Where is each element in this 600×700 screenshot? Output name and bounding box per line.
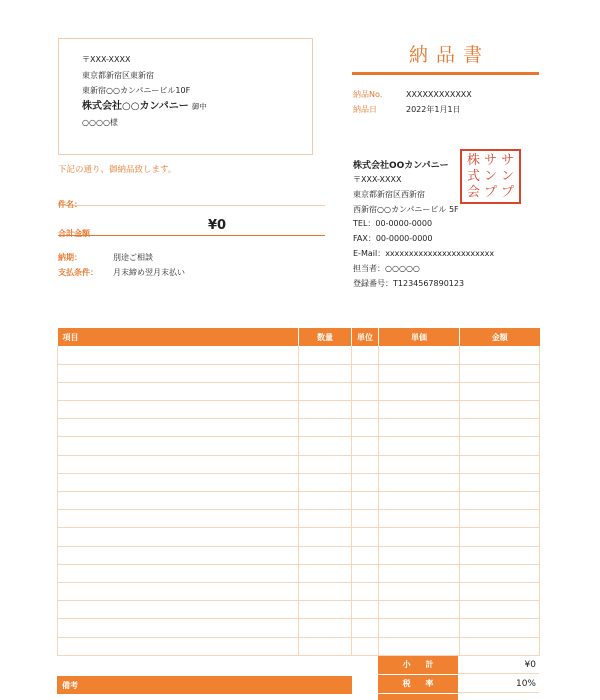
unit-price-cell[interactable] [379, 419, 460, 437]
item-cell[interactable] [58, 455, 299, 473]
recipient-honorific: 御中 [191, 101, 207, 111]
quantity-cell[interactable] [299, 437, 352, 455]
unit-price-cell[interactable] [379, 582, 460, 600]
unit-price-cell[interactable] [379, 546, 460, 564]
amount-cell[interactable] [460, 619, 540, 637]
unit-price-cell[interactable] [379, 510, 460, 528]
table-row [58, 437, 540, 455]
delivery-number-label: 納品No. [353, 90, 383, 99]
subtotal-value: ¥0 [458, 656, 539, 674]
item-cell[interactable] [58, 528, 299, 546]
summary-next-row [378, 694, 539, 700]
amount-cell[interactable] [460, 437, 540, 455]
seal-char: サ [500, 153, 514, 169]
issuer-address-2: 西新宿○○カンパニービル 5F [353, 204, 459, 214]
recipient-address-2: 東新宿○○カンパニービル10F [82, 86, 191, 95]
tax-rate-value: 10% [458, 675, 539, 693]
quantity-cell[interactable] [299, 564, 352, 582]
quantity-cell[interactable] [299, 637, 352, 655]
document-title: 納品書 [408, 44, 490, 66]
total-label: 合計金額 [58, 229, 90, 238]
unit-cell[interactable] [352, 473, 379, 491]
unit-cell[interactable] [352, 437, 379, 455]
unit-price-cell[interactable] [379, 401, 460, 419]
items-header-row [58, 328, 540, 346]
item-cell[interactable] [58, 492, 299, 510]
unit-price-cell[interactable] [379, 528, 460, 546]
unit-cell[interactable] [352, 528, 379, 546]
delivery-date-value: 2022年1月1日 [406, 105, 461, 114]
table-row [58, 473, 540, 491]
quantity-cell[interactable] [299, 364, 352, 382]
header-amount: 金額 [460, 328, 540, 346]
unit-cell[interactable] [352, 401, 379, 419]
company-seal-stamp [460, 149, 521, 204]
item-cell[interactable] [58, 346, 299, 364]
quantity-cell[interactable] [299, 419, 352, 437]
item-cell[interactable] [58, 401, 299, 419]
quantity-cell[interactable] [299, 582, 352, 600]
notes-header: 備考 [57, 676, 352, 694]
table-row [58, 492, 540, 510]
table-row [58, 564, 540, 582]
quantity-cell[interactable] [299, 528, 352, 546]
issuer-staff: 担当者：○○○○○ [353, 263, 420, 273]
item-cell[interactable] [58, 419, 299, 437]
issuer-address-1: 東京都新宿区西新宿 [353, 189, 425, 199]
item-cell[interactable] [58, 510, 299, 528]
tax-rate-row [378, 675, 539, 693]
quantity-cell[interactable] [299, 473, 352, 491]
unit-price-cell[interactable] [379, 382, 460, 400]
amount-cell[interactable] [460, 528, 540, 546]
item-cell[interactable] [58, 546, 299, 564]
delivery-term-label: 納期： [58, 253, 82, 262]
unit-cell[interactable] [352, 546, 379, 564]
amount-cell[interactable] [460, 492, 540, 510]
table-row [58, 401, 540, 419]
delivery-number-value: XXXXXXXXXXXX [406, 90, 472, 99]
quantity-cell[interactable] [299, 401, 352, 419]
subtotal-label: 小 計 [378, 656, 458, 674]
unit-cell[interactable] [352, 364, 379, 382]
subject-label: 件名： [58, 200, 82, 209]
table-row [58, 619, 540, 637]
amount-cell[interactable] [460, 564, 540, 582]
unit-price-cell[interactable] [379, 473, 460, 491]
seal-char: ン [500, 168, 514, 184]
amount-cell[interactable] [460, 546, 540, 564]
unit-cell[interactable] [352, 601, 379, 619]
title-underline [352, 72, 539, 75]
table-row [58, 601, 540, 619]
issuer-fax: FAX：00-0000-0000 [353, 234, 433, 244]
item-cell[interactable] [58, 637, 299, 655]
amount-cell[interactable] [460, 637, 540, 655]
item-cell[interactable] [58, 473, 299, 491]
unit-cell[interactable] [352, 619, 379, 637]
unit-price-cell[interactable] [379, 346, 460, 364]
table-row [58, 582, 540, 600]
delivery-date-label: 納品日 [353, 105, 377, 114]
recipient-company-line [82, 99, 312, 115]
delivery-date-row [353, 104, 461, 115]
items-table [57, 328, 540, 656]
unit-price-cell[interactable] [379, 455, 460, 473]
items-body [58, 346, 540, 655]
table-row [58, 364, 540, 382]
quantity-cell[interactable] [299, 492, 352, 510]
payment-term-row [58, 267, 185, 278]
amount-cell[interactable] [460, 346, 540, 364]
table-row [58, 419, 540, 437]
unit-price-cell[interactable] [379, 564, 460, 582]
unit-price-cell[interactable] [379, 492, 460, 510]
issuer-registration: 登録番号：T1234567890123 [353, 278, 465, 288]
quantity-cell[interactable] [299, 601, 352, 619]
unit-price-cell[interactable] [379, 619, 460, 637]
quantity-cell[interactable] [299, 510, 352, 528]
recipient-box [58, 38, 313, 155]
amount-cell[interactable] [460, 401, 540, 419]
table-row [58, 637, 540, 655]
amount-cell[interactable] [460, 364, 540, 382]
item-cell[interactable] [58, 382, 299, 400]
table-row [58, 546, 540, 564]
issuer-company: 株式会社OOカンパニー [353, 161, 449, 171]
table-row [58, 346, 540, 364]
seal-char: 会 [466, 184, 480, 200]
unit-price-cell[interactable] [379, 601, 460, 619]
unit-price-cell[interactable] [379, 637, 460, 655]
delivery-term-value: 別途ご相談 [113, 253, 153, 262]
total-amount: ¥0 [208, 218, 227, 233]
amount-cell[interactable] [460, 601, 540, 619]
total-field [58, 218, 325, 238]
unit-cell[interactable] [352, 492, 379, 510]
unit-cell[interactable] [352, 382, 379, 400]
payment-term-label: 支払条件： [58, 268, 98, 277]
table-row [58, 528, 540, 546]
unit-cell[interactable] [352, 637, 379, 655]
quantity-cell[interactable] [299, 546, 352, 564]
quantity-cell[interactable] [299, 346, 352, 364]
issuer-postal: 〒XXX-XXXX [353, 175, 402, 184]
table-row [58, 510, 540, 528]
summary-next-label [378, 694, 458, 700]
subtotal-row [378, 656, 539, 674]
amount-cell[interactable] [460, 419, 540, 437]
unit-cell[interactable] [352, 564, 379, 582]
unit-price-cell[interactable] [379, 437, 460, 455]
amount-cell[interactable] [460, 510, 540, 528]
seal-char: プ [500, 184, 514, 200]
item-cell[interactable] [58, 364, 299, 382]
amount-cell[interactable] [460, 382, 540, 400]
table-row [58, 382, 540, 400]
delivery-term-row [58, 252, 153, 263]
recipient-company: 株式会社○○カンパニー [82, 100, 189, 112]
header-item: 項目 [58, 328, 299, 346]
recipient-postal: 〒XXX-XXXX [82, 55, 131, 64]
item-cell[interactable] [58, 564, 299, 582]
amount-cell[interactable] [460, 455, 540, 473]
amount-cell[interactable] [460, 582, 540, 600]
quantity-cell[interactable] [299, 455, 352, 473]
recipient-person: ○○○○様 [82, 117, 118, 127]
item-cell[interactable] [58, 437, 299, 455]
unit-cell[interactable] [352, 346, 379, 364]
unit-cell[interactable] [352, 582, 379, 600]
amount-cell[interactable] [460, 473, 540, 491]
intro-text: 下記の通り、御納品致します。 [58, 165, 177, 175]
seal-char: 株 [466, 153, 480, 169]
seal-char: プ [483, 184, 497, 200]
unit-cell[interactable] [352, 510, 379, 528]
unit-cell[interactable] [352, 455, 379, 473]
issuer-email: E-Mail：xxxxxxxxxxxxxxxxxxxxxxx [353, 248, 495, 258]
quantity-cell[interactable] [299, 619, 352, 637]
issuer-tel: TEL：00-0000-0000 [353, 219, 433, 229]
payment-term-value: 月末締め翌月末払い [113, 268, 185, 277]
header-quantity: 数量 [299, 328, 352, 346]
unit-price-cell[interactable] [379, 364, 460, 382]
tax-rate-label: 税 率 [378, 675, 458, 693]
header-unit: 単位 [352, 328, 379, 346]
item-cell[interactable] [58, 582, 299, 600]
subject-field [58, 192, 325, 209]
recipient-address-1: 東京都新宿区東新宿 [82, 70, 154, 80]
header-unit-price: 単価 [379, 328, 460, 346]
seal-char: サ [483, 153, 497, 169]
item-cell[interactable] [58, 619, 299, 637]
table-row [58, 455, 540, 473]
seal-char: 式 [466, 168, 480, 184]
seal-char: ン [483, 168, 497, 184]
delivery-number-row [353, 89, 472, 100]
item-cell[interactable] [58, 601, 299, 619]
quantity-cell[interactable] [299, 382, 352, 400]
unit-cell[interactable] [352, 419, 379, 437]
